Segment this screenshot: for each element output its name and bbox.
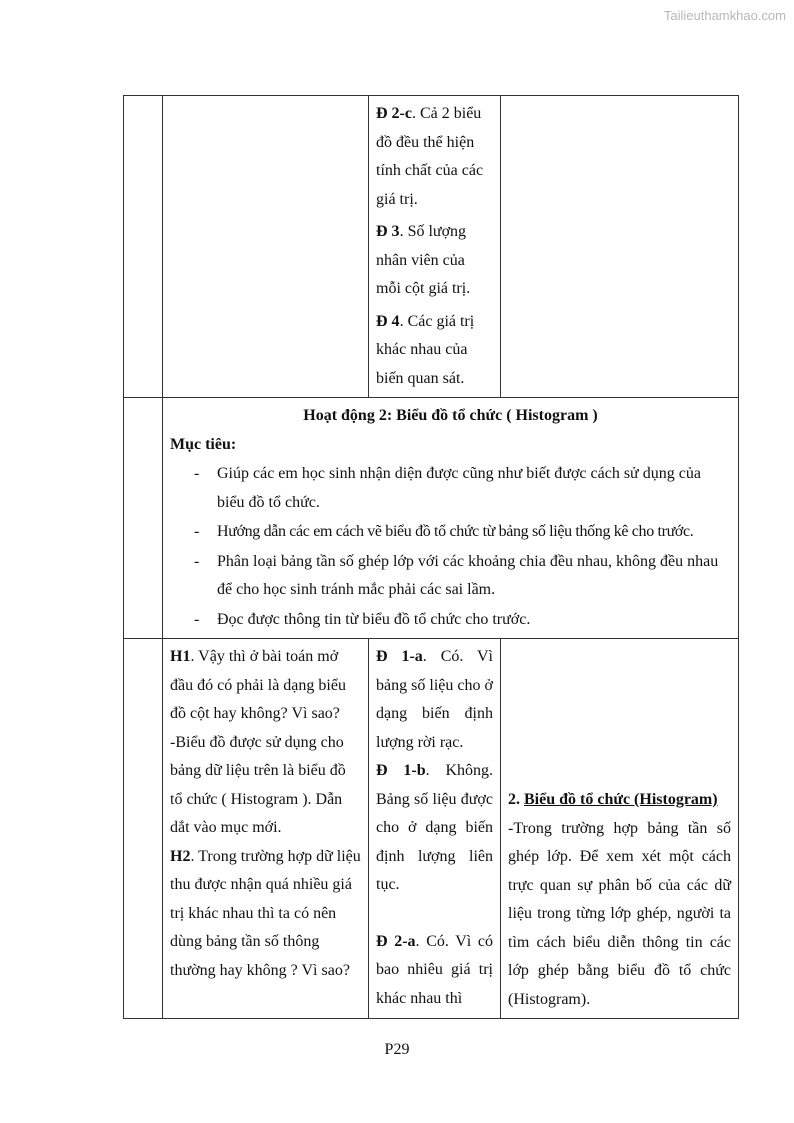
question-h2	[170, 843, 361, 986]
goal-text: Đọc được thông tin từ biểu đồ tổ chức cho trước.	[217, 610, 531, 628]
cell-answers	[369, 96, 501, 398]
list-item: - Giúp các em học sinh nhận diện được cũng như biết được cách sử dụng của biểu đồ tổ chức.	[194, 465, 701, 511]
question-h1	[170, 643, 361, 729]
goal-text: Giúp các em học sinh nhận diện được cũng như biết được cách sử dụng của biểu đồ tổ chức.	[217, 465, 701, 511]
answer-label: Đ 2-a	[376, 932, 416, 950]
answer-label: Đ 4	[376, 312, 400, 330]
table-row-answers	[124, 96, 739, 398]
table-row-histogram	[124, 639, 739, 1019]
goal-text: Hướng dẫn các em cách vẽ biểu đồ tổ chức từ bảng số liệu thống kê cho trước.	[217, 523, 694, 540]
answer-item	[376, 757, 493, 900]
cell-content	[501, 639, 739, 1019]
question-text: . Vậy thì ở bài toán mở đầu đó có phải là dạng biểu đồ cột hay không? Vì sao?	[170, 648, 346, 722]
goal-list	[170, 460, 731, 634]
page-number: P29	[384, 1041, 410, 1058]
answer-label: Đ 1-a	[376, 648, 423, 665]
cell-empty	[163, 96, 369, 398]
teacher-note: -Biểu đồ được sử dụng cho bảng dữ liệu trên là biểu đồ tổ chức ( Histogram ). Dẫn dắt vào mục mới.	[170, 733, 346, 836]
answer-text: . Số lượng nhân viên của mỗi cột giá trị.	[376, 223, 471, 297]
answer-text: . Các giá trị khác nhau của biến quan sát.	[376, 312, 475, 387]
answer-item	[376, 100, 493, 214]
activity-heading: Hoạt động 2: Biểu đồ tổ chức ( Histogram )	[303, 407, 598, 424]
cell-student	[369, 639, 501, 1019]
cell-empty	[501, 96, 739, 398]
answer-item	[376, 218, 493, 304]
list-item: - Đọc được thông tin từ biểu đồ tổ chức cho trước.	[194, 610, 531, 628]
answer-text: . Có. Vì bảng số liệu cho ở dạng biến định lượng rời rạc.	[376, 648, 493, 751]
watermark: Tailieuthamkhao.com	[663, 8, 786, 23]
answer-label: Đ 1-b	[376, 762, 426, 779]
section-body: -Trong trường hợp bảng tần số ghép lớp. Để xem xét một cách trực quan sự phân bố của các dữ liệu trong từng lớp ghép, người ta tìm cách biểu diễn thông tin các lớp ghép bằng biểu đồ tổ chức (Histogram).	[508, 819, 731, 1008]
section-title-text: Biểu đồ tổ chức (Histogram)	[524, 791, 718, 808]
cell-teacher	[163, 639, 369, 1019]
question-label: H2	[170, 847, 191, 865]
answer-item	[376, 928, 493, 1014]
question-label: H1	[170, 648, 191, 665]
cell-empty	[124, 96, 163, 398]
goal-label: Mục tiêu:	[170, 435, 237, 453]
answer-text: . Có. Vì có bao nhiêu giá trị khác nhau thì	[376, 932, 493, 1007]
question-text: . Trong trường hợp dữ liệu thu được nhận quá nhiều giá trị khác nhau thì ta có nên dùng bảng tần số thông thường hay không ? Vì sao?	[170, 847, 361, 979]
cell-empty	[124, 398, 163, 639]
lesson-table	[123, 95, 739, 1019]
section-title	[508, 786, 731, 815]
answer-text: . Không. Bảng số liệu được cho ở dạng biến định lượng liên tục.	[376, 762, 493, 893]
answer-item	[376, 308, 493, 394]
answer-label: Đ 2-c	[376, 105, 412, 122]
table-row-activity	[124, 398, 739, 639]
cell-empty	[124, 639, 163, 1019]
goal-text: Phân loại bảng tần số ghép lớp với các khoảng chia đều nhau, không đều nhau để cho học sinh tránh mắc phải các sai lầm.	[217, 552, 719, 598]
answer-text: . Cả 2 biểu đồ đều thể hiện tính chất của các giá trị.	[376, 105, 484, 208]
cell-activity	[163, 398, 739, 639]
answer-item	[376, 643, 493, 757]
answer-label: Đ 3	[376, 223, 400, 240]
section-number: 2.	[508, 791, 524, 808]
list-item: - Phân loại bảng tần số ghép lớp với các khoảng chia đều nhau, không đều nhau để cho học sinh tránh mắc phải các sai lầm.	[194, 552, 719, 598]
list-item: - Hướng dẫn các em cách vẽ biểu đồ tổ chức từ bảng số liệu thống kê cho trước.	[194, 523, 694, 540]
